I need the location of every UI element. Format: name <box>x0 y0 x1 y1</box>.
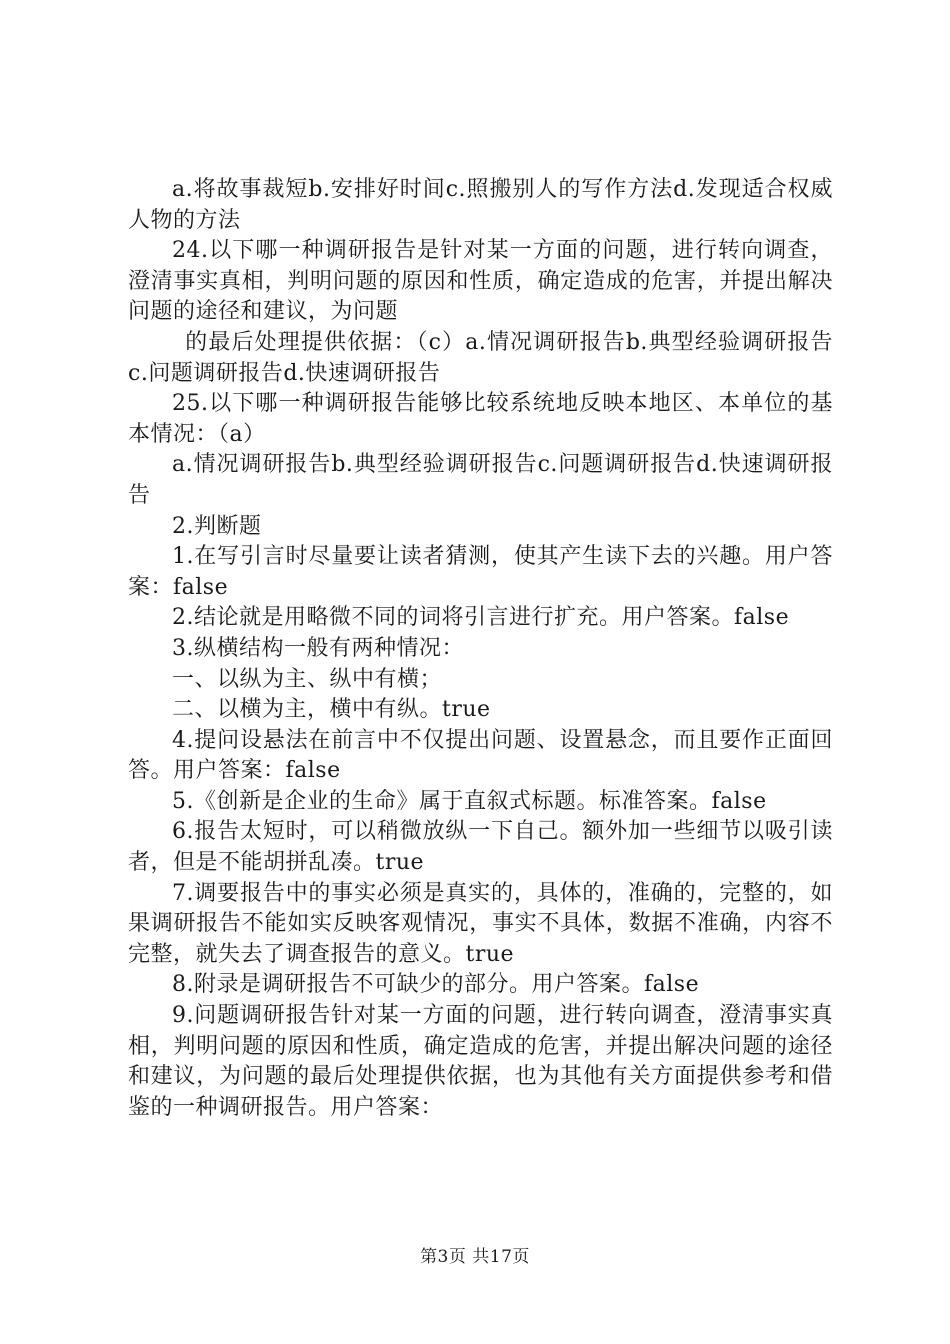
paragraph-judgement-5: 5.《创新是企业的生命》属于直叙式标题。标准答案。false <box>172 788 767 814</box>
section-heading-judgement: 2.判断题 <box>172 513 262 539</box>
paragraph-judgement-3-item-2: 二、以横为主，横中有纵。true <box>172 697 491 723</box>
page-footer: 第3页 共17页 <box>420 1247 530 1267</box>
paragraph-question-24-continued: 的最后处理提供依据：（c）a.情况调研报告b.典型经验调研报告c.问题调研报告d.快速调研报告 <box>128 329 833 386</box>
paragraph-judgement-1: 1.在写引言时尽量要让读者猜测，使其产生读下去的兴趣。用户答案：false <box>128 544 833 600</box>
paragraph-question-24: 24.以下哪一种调研报告是针对某一方面的问题，进行转向调查，澄清事实真相，判明问题的原因和性质，确定造成的危害，并提出解决问题的途径和建议，为问题 <box>128 238 833 325</box>
paragraph-judgement-7: 7.调要报告中的事实必须是真实的，具体的，准确的，完整的，如果调研报告不能如实反映客观情况，事实不具体，数据不准确，内容不完整，就失去了调查报告的意义。true <box>128 880 833 967</box>
paragraph-judgement-8: 8.附录是调研报告不可缺少的部分。用户答案。false <box>172 972 700 998</box>
document-body <box>128 175 833 1123</box>
paragraph-judgement-3: 3.纵横结构一般有两种情况： <box>172 635 464 661</box>
paragraph-judgement-3-item-1: 一、以纵为主、纵中有横； <box>172 666 443 692</box>
paragraph-judgement-9: 9.问题调研报告针对某一方面的问题，进行转向调查，澄清事实真相，判明问题的原因和性质，确定造成的危害，并提出解决问题的途径和建议，为问题的最后处理提供依据，也为其他有关方面提供参考和借鉴的一种调研报告。用户答案： <box>128 1003 833 1120</box>
paragraph-judgement-4: 4.提问设悬法在前言中不仅提出问题、设置悬念，而且要作正面回答。用户答案：false <box>128 727 833 784</box>
paragraph-judgement-6: 6.报告太短时，可以稍微放纵一下自己。额外加一些细节以吸引读者，但是不能胡拼乱凑。true <box>128 819 833 876</box>
paragraph-question-25: 25.以下哪一种调研报告能够比较系统地反映本地区、本单位的基本情况：（a） <box>128 391 833 447</box>
paragraph-judgement-2: 2.结论就是用略微不同的词将引言进行扩充。用户答案。false <box>172 605 790 631</box>
paragraph-options-25: a.情况调研报告b.典型经验调研报告c.问题调研报告d.快速调研报告 <box>128 452 833 508</box>
paragraph-options-23: a.将故事裁短b.安排好时间c.照搬别人的写作方法d.发现适合权威人物的方法 <box>128 177 833 233</box>
